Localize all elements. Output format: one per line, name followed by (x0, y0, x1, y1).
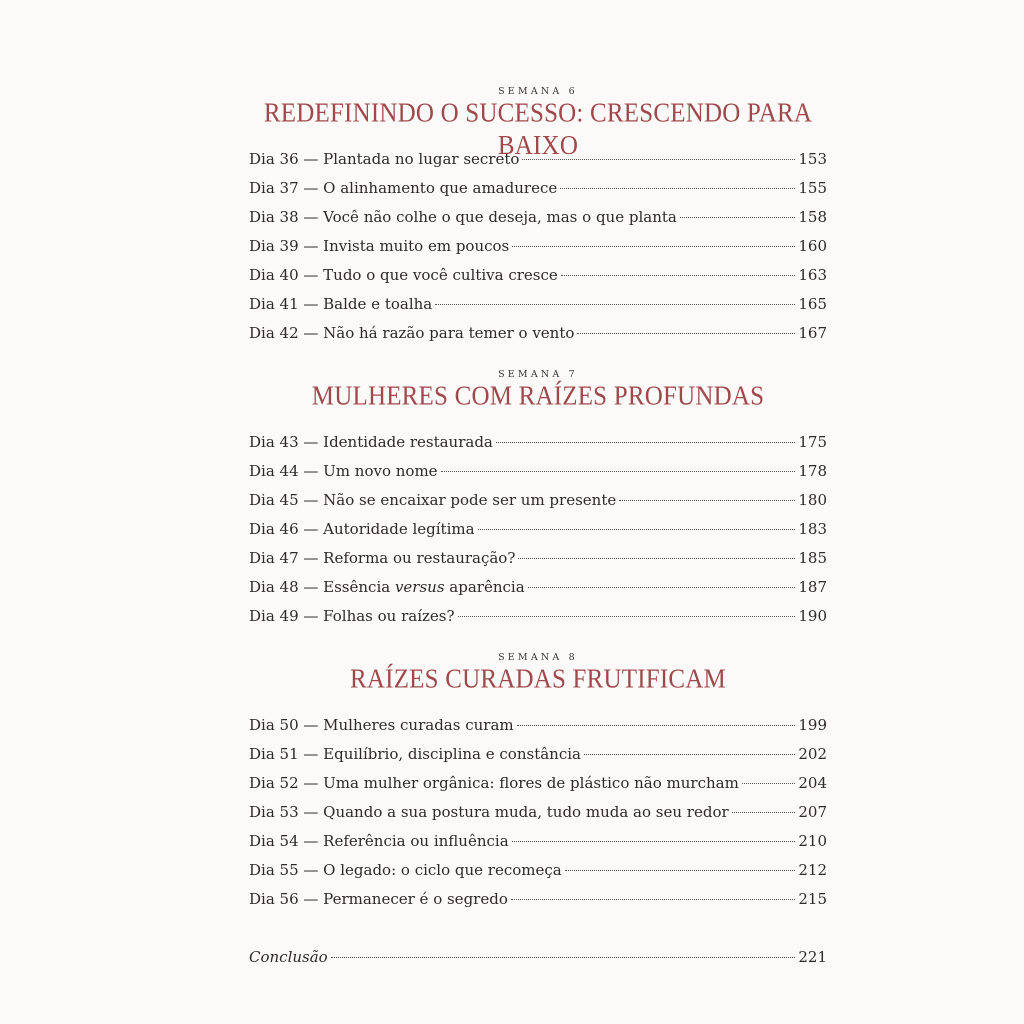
toc-entry[interactable] (249, 885, 827, 914)
entry-title: Dia 56 — Permanecer é o segredo (249, 890, 508, 908)
dot-leader (742, 783, 796, 784)
toc-entry[interactable] (249, 856, 827, 885)
entry-page-number: 212 (798, 861, 827, 879)
dot-leader (577, 333, 795, 334)
week-section-6 (249, 84, 827, 348)
dot-leader (511, 899, 796, 900)
entry-page-number: 210 (798, 832, 827, 850)
toc-entry[interactable] (249, 319, 827, 348)
entry-page-number: 178 (798, 462, 827, 480)
entry-page-number: 185 (798, 549, 827, 567)
entry-title: Dia 53 — Quando a sua postura muda, tudo muda ao seu redor (249, 803, 729, 821)
entry-title: Dia 49 — Folhas ou raízes? (249, 607, 455, 625)
entry-title: Dia 38 — Você não colhe o que deseja, mas o que planta (249, 208, 677, 226)
entry-page-number: 190 (798, 607, 827, 625)
entry-page-number: 180 (798, 491, 827, 509)
entry-title: Dia 41 — Balde e toalha (249, 295, 433, 313)
toc-entry[interactable] (249, 203, 827, 232)
entry-title: Dia 52 — Uma mulher orgânica: flores de plástico não murcham (249, 774, 739, 792)
dot-leader (441, 471, 796, 472)
entry-page-number: 207 (798, 803, 827, 821)
entry-title: Conclusão (249, 948, 328, 966)
toc-entry[interactable] (249, 573, 827, 602)
entry-title (249, 573, 525, 602)
week-title: RAÍZES CURADAS FRUTIFICAM (350, 664, 726, 694)
dot-leader (680, 217, 796, 218)
toc-entry[interactable] (249, 232, 827, 261)
entry-page-number: 187 (798, 578, 827, 596)
table-of-contents (249, 84, 827, 972)
week-title: REDEFININDO O SUCESSO: CRESCENDO PARA BAIXO (263, 98, 813, 161)
toc-entry[interactable] (249, 290, 827, 319)
section-spacer (249, 348, 827, 367)
entry-title: Dia 51 — Equilíbrio, disciplina e constância (249, 745, 581, 763)
toc-entry[interactable] (249, 515, 827, 544)
week-section-7 (249, 367, 827, 631)
toc-entry[interactable] (249, 740, 827, 769)
entry-page-number: 153 (798, 150, 827, 168)
dot-leader (517, 725, 796, 726)
week-section-8 (249, 650, 827, 914)
entry-title-italic: versus (394, 578, 445, 596)
dot-leader (732, 812, 796, 813)
entry-page-number: 155 (798, 179, 827, 197)
entry-title: Dia 47 — Reforma ou restauração? (249, 549, 516, 567)
toc-entry[interactable] (249, 457, 827, 486)
toc-entry[interactable] (249, 544, 827, 573)
dot-leader (458, 616, 796, 617)
dot-leader (435, 304, 795, 305)
dot-leader (512, 841, 796, 842)
entry-title: Dia 55 — O legado: o ciclo que recomeça (249, 861, 562, 879)
toc-entry[interactable] (249, 827, 827, 856)
entry-page-number: 158 (798, 208, 827, 226)
section-spacer (249, 631, 827, 650)
entry-page-number: 183 (798, 520, 827, 538)
dot-leader (565, 870, 796, 871)
toc-entry[interactable] (249, 261, 827, 290)
entry-title: Dia 36 — Plantada no lugar secreto (249, 150, 520, 168)
toc-entry[interactable] (249, 798, 827, 827)
toc-entry[interactable] (249, 428, 827, 457)
entry-page-number: 167 (798, 324, 827, 342)
entry-page-number: 165 (798, 295, 827, 313)
week-label: SEMANA 6 (498, 86, 578, 97)
dot-leader (584, 754, 795, 755)
week-label: SEMANA 8 (498, 652, 578, 663)
entry-list (249, 711, 827, 914)
dot-leader (619, 500, 795, 501)
entry-list (249, 428, 827, 631)
entry-list (249, 145, 827, 348)
dot-leader (331, 957, 796, 958)
entry-title: Dia 42 — Não há razão para temer o vento (249, 324, 575, 342)
dot-leader (522, 159, 795, 160)
dot-leader (528, 587, 796, 588)
week-title: MULHERES COM RAÍZES PROFUNDAS (311, 381, 765, 411)
dot-leader (561, 275, 796, 276)
week-label: SEMANA 7 (498, 369, 578, 380)
toc-entry[interactable] (249, 769, 827, 798)
entry-page-number: 221 (798, 948, 827, 966)
dot-leader (496, 442, 795, 443)
toc-entry[interactable] (249, 602, 827, 631)
entry-title: Dia 43 — Identidade restaurada (249, 433, 493, 451)
entry-page-number: 204 (798, 774, 827, 792)
toc-entry[interactable] (249, 711, 827, 740)
entry-page-number: 215 (798, 890, 827, 908)
entry-title: Dia 46 — Autoridade legítima (249, 520, 475, 538)
entry-title: Dia 54 — Referência ou influência (249, 832, 509, 850)
entry-title: Dia 45 — Não se encaixar pode ser um presente (249, 491, 617, 509)
dot-leader (512, 246, 795, 247)
toc-entry[interactable] (249, 174, 827, 203)
dot-leader (478, 529, 796, 530)
dot-leader (560, 188, 795, 189)
entry-page-number: 163 (798, 266, 827, 284)
entry-title: Dia 39 — Invista muito em poucos (249, 237, 510, 255)
entry-title: Dia 37 — O alinhamento que amadurece (249, 179, 558, 197)
entry-page-number: 175 (798, 433, 827, 451)
entry-title: Dia 50 — Mulheres curadas curam (249, 716, 514, 734)
entry-page-number: 199 (798, 716, 827, 734)
entry-page-number: 160 (798, 237, 827, 255)
entry-title: Dia 44 — Um novo nome (249, 462, 438, 480)
dot-leader (518, 558, 795, 559)
entry-page-number: 202 (798, 745, 827, 763)
toc-entry[interactable] (249, 486, 827, 515)
entry-title-part: aparência (444, 578, 525, 596)
entry-title: Dia 40 — Tudo o que você cultiva cresce (249, 266, 558, 284)
toc-entry-conclusion[interactable] (249, 943, 827, 972)
entry-title-part: Dia 48 — Essência (249, 578, 395, 596)
